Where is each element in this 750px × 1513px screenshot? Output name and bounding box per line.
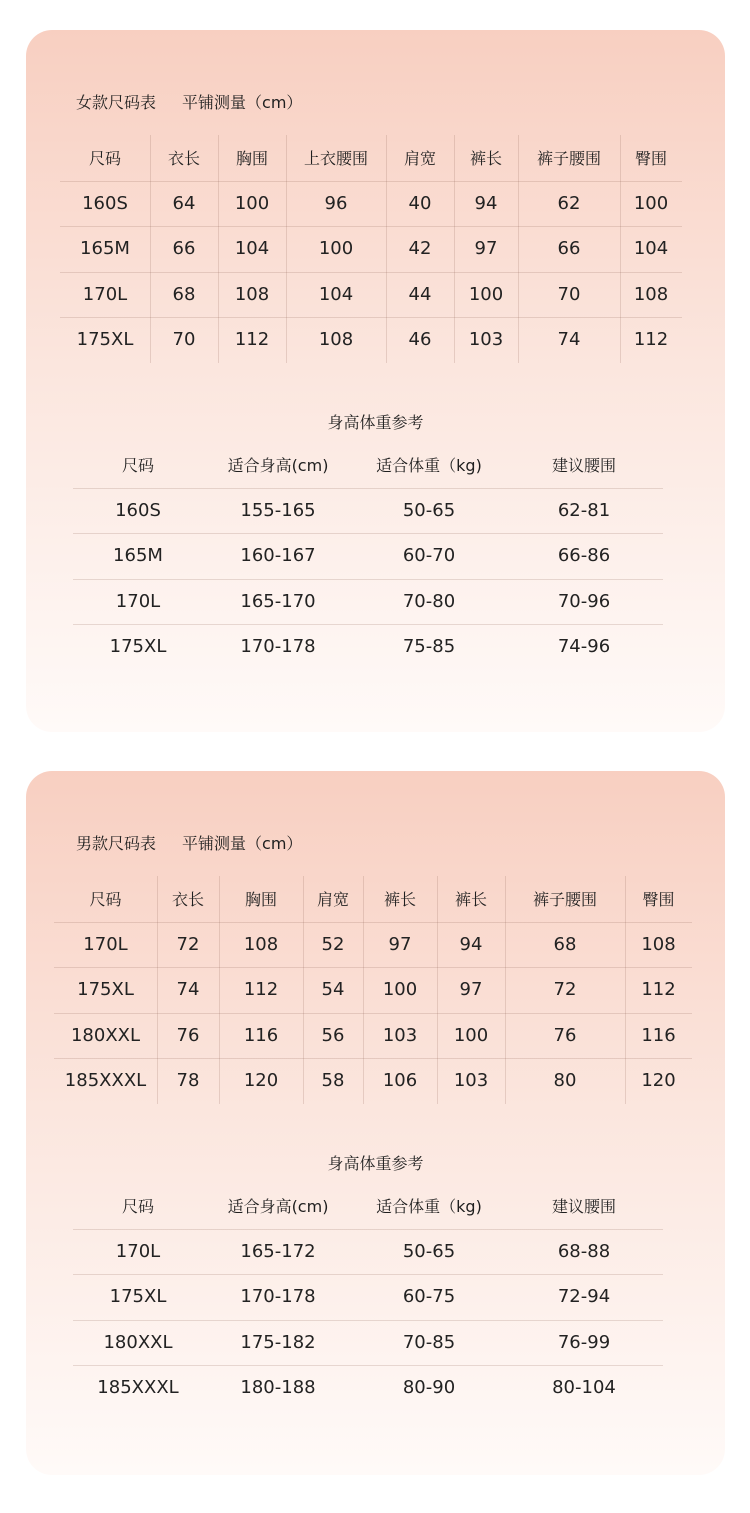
men-value-cell: 97	[388, 933, 412, 955]
column-divider	[505, 876, 506, 1104]
men-value-cell: 116	[243, 1024, 279, 1046]
women-ref-size-cell: 165M	[113, 545, 163, 567]
men-size-cell: 180XXL	[70, 1024, 141, 1046]
men-value-cell: 56	[321, 1024, 345, 1046]
men-value-cell: 74	[176, 979, 200, 1001]
women-ref-column-header: 尺码	[121, 456, 154, 476]
column-divider	[625, 876, 626, 1104]
women-value-cell: 108	[234, 283, 270, 305]
women-value-cell: 70	[557, 283, 581, 305]
men-measure-note: 平铺测量（cm）	[182, 834, 303, 853]
women-reference-table	[73, 442, 663, 670]
women-value-cell: 96	[324, 192, 348, 214]
women-value-cell: 108	[318, 329, 354, 351]
women-size-heading	[76, 90, 302, 113]
women-ref-size-cell: 175XL	[109, 636, 167, 658]
women-ref-value-cell: 50-65	[402, 499, 456, 521]
row-divider	[60, 272, 682, 273]
row-divider	[73, 1274, 663, 1275]
women-value-cell: 100	[633, 192, 669, 214]
men-reference-title: 身高体重参考	[327, 1154, 424, 1173]
men-value-cell: 76	[176, 1024, 200, 1046]
women-ref-value-cell: 66-86	[557, 545, 611, 567]
men-value-cell: 120	[243, 1070, 279, 1092]
column-divider	[286, 135, 287, 363]
men-reference-table	[73, 1183, 663, 1411]
men-ref-size-cell: 170L	[115, 1240, 161, 1262]
women-value-cell: 100	[318, 238, 354, 260]
women-ref-value-cell: 60-70	[402, 545, 456, 567]
women-value-cell: 104	[633, 238, 669, 260]
men-value-cell: 103	[382, 1024, 418, 1046]
men-column-header: 裤长	[454, 890, 487, 910]
women-size-cell: 175XL	[76, 329, 134, 351]
women-reference-title: 身高体重参考	[327, 413, 424, 432]
women-value-cell: 100	[468, 283, 504, 305]
men-ref-size-cell: 185XXXL	[97, 1377, 179, 1399]
row-divider	[73, 624, 663, 625]
row-divider	[73, 1229, 663, 1230]
men-ref-value-cell: 170-178	[240, 1286, 316, 1308]
women-value-cell: 68	[172, 283, 196, 305]
column-divider	[218, 135, 219, 363]
column-divider	[518, 135, 519, 363]
women-value-cell: 64	[172, 192, 196, 214]
column-divider	[157, 876, 158, 1104]
women-value-cell: 97	[474, 238, 498, 260]
men-ref-value-cell: 70-85	[402, 1331, 456, 1353]
women-column-header: 裤长	[469, 149, 502, 169]
women-column-header: 裤子腰围	[536, 149, 601, 169]
men-ref-value-cell: 180-188	[240, 1377, 316, 1399]
women-value-cell: 104	[318, 283, 354, 305]
women-column-header: 肩宽	[403, 149, 436, 169]
men-column-header: 裤子腰围	[532, 890, 597, 910]
women-value-cell: 104	[234, 238, 270, 260]
women-ref-value-cell: 62-81	[557, 499, 611, 521]
women-size-table	[60, 135, 682, 363]
men-ref-value-cell: 80-104	[552, 1377, 616, 1399]
women-value-cell: 62	[557, 192, 581, 214]
women-ref-column-header: 适合体重（kg)	[376, 456, 482, 476]
women-ref-value-cell: 74-96	[557, 636, 611, 658]
men-value-cell: 68	[553, 933, 577, 955]
column-divider	[303, 876, 304, 1104]
men-value-cell: 106	[382, 1070, 418, 1092]
men-value-cell: 72	[553, 979, 577, 1001]
women-value-cell: 66	[557, 238, 581, 260]
row-divider	[60, 226, 682, 227]
men-value-cell: 52	[321, 933, 345, 955]
women-column-header: 尺码	[88, 149, 121, 169]
women-measure-note: 平铺测量（cm）	[182, 93, 303, 112]
women-value-cell: 74	[557, 329, 581, 351]
row-divider	[54, 967, 692, 968]
men-ref-column-header: 适合体重（kg)	[376, 1197, 482, 1217]
column-divider	[454, 135, 455, 363]
men-ref-size-cell: 180XXL	[103, 1331, 173, 1353]
column-divider	[219, 876, 220, 1104]
men-value-cell: 116	[641, 1024, 676, 1046]
row-divider	[54, 1058, 692, 1059]
women-ref-size-cell: 160S	[115, 499, 161, 521]
men-size-table	[54, 876, 692, 1104]
row-divider	[73, 1320, 663, 1321]
men-value-cell: 80	[553, 1070, 577, 1092]
column-divider	[437, 876, 438, 1104]
column-divider	[620, 135, 621, 363]
women-value-cell: 112	[633, 329, 669, 351]
men-size-cell: 175XL	[77, 979, 134, 1001]
men-value-cell: 112	[243, 979, 279, 1001]
women-size-cell: 170L	[82, 283, 128, 305]
men-value-cell: 108	[641, 933, 676, 955]
men-value-cell: 94	[459, 933, 483, 955]
men-column-header: 胸围	[244, 890, 277, 910]
women-value-cell: 94	[474, 192, 498, 214]
women-value-cell: 70	[172, 329, 196, 351]
men-size-card	[26, 771, 725, 1475]
men-value-cell: 100	[382, 979, 418, 1001]
women-value-cell: 40	[408, 192, 432, 214]
women-ref-value-cell: 160-167	[240, 545, 316, 567]
women-value-cell: 100	[234, 192, 270, 214]
men-ref-value-cell: 165-172	[240, 1240, 316, 1262]
women-value-cell: 108	[633, 283, 669, 305]
women-value-cell: 44	[408, 283, 432, 305]
men-value-cell: 76	[553, 1024, 577, 1046]
men-ref-value-cell: 60-75	[402, 1286, 456, 1308]
row-divider	[54, 922, 692, 923]
men-value-cell: 97	[459, 979, 483, 1001]
women-ref-value-cell: 70-96	[557, 590, 611, 612]
women-size-cell: 165M	[80, 238, 130, 260]
women-ref-value-cell: 75-85	[402, 636, 456, 658]
men-value-cell: 112	[641, 979, 676, 1001]
women-ref-value-cell: 170-178	[240, 636, 316, 658]
women-ref-column-header: 建议腰围	[551, 456, 616, 476]
row-divider	[73, 1365, 663, 1366]
men-size-cell: 185XXXL	[64, 1070, 147, 1092]
women-ref-column-header: 适合身高(cm)	[227, 456, 329, 476]
row-divider	[73, 579, 663, 580]
men-ref-value-cell: 50-65	[402, 1240, 456, 1262]
men-ref-value-cell: 68-88	[557, 1240, 611, 1262]
men-value-cell: 58	[321, 1070, 345, 1092]
row-divider	[60, 181, 682, 182]
women-ref-value-cell: 70-80	[402, 590, 456, 612]
women-value-cell: 42	[408, 238, 432, 260]
row-divider	[54, 1013, 692, 1014]
women-column-header: 胸围	[235, 149, 268, 169]
column-divider	[150, 135, 151, 363]
men-value-cell: 120	[641, 1070, 676, 1092]
men-ref-size-cell: 175XL	[109, 1286, 167, 1308]
men-size-cell: 170L	[83, 933, 128, 955]
men-value-cell: 54	[321, 979, 345, 1001]
men-ref-column-header: 适合身高(cm)	[227, 1197, 329, 1217]
men-column-header: 肩宽	[316, 890, 349, 910]
women-column-header: 衣长	[167, 149, 200, 169]
men-value-cell: 103	[453, 1070, 489, 1092]
women-column-header: 臀围	[634, 149, 667, 169]
men-ref-value-cell: 175-182	[240, 1331, 316, 1353]
women-column-header: 上衣腰围	[303, 149, 368, 169]
column-divider	[363, 876, 364, 1104]
women-size-title: 女款尺码表	[76, 93, 157, 112]
women-value-cell: 46	[408, 329, 432, 351]
men-value-cell: 108	[243, 933, 279, 955]
men-value-cell: 72	[176, 933, 200, 955]
men-column-header: 裤长	[383, 890, 416, 910]
men-size-title: 男款尺码表	[76, 834, 157, 853]
women-ref-value-cell: 165-170	[240, 590, 316, 612]
men-column-header: 衣长	[171, 890, 204, 910]
women-size-card	[26, 30, 725, 732]
men-ref-value-cell: 72-94	[557, 1286, 611, 1308]
men-ref-value-cell: 80-90	[402, 1377, 456, 1399]
men-size-heading	[76, 831, 302, 854]
column-divider	[386, 135, 387, 363]
men-column-header: 臀围	[642, 890, 675, 910]
men-value-cell: 100	[453, 1024, 489, 1046]
women-size-cell: 160S	[82, 192, 128, 214]
men-column-header: 尺码	[89, 890, 122, 910]
women-value-cell: 112	[234, 329, 270, 351]
row-divider	[60, 317, 682, 318]
women-value-cell: 103	[468, 329, 504, 351]
men-ref-value-cell: 76-99	[557, 1331, 611, 1353]
women-ref-value-cell: 155-165	[240, 499, 316, 521]
women-ref-size-cell: 170L	[115, 590, 161, 612]
men-ref-column-header: 尺码	[121, 1197, 154, 1217]
women-value-cell: 66	[172, 238, 196, 260]
row-divider	[73, 533, 663, 534]
men-ref-column-header: 建议腰围	[551, 1197, 616, 1217]
men-value-cell: 78	[176, 1070, 200, 1092]
row-divider	[73, 488, 663, 489]
